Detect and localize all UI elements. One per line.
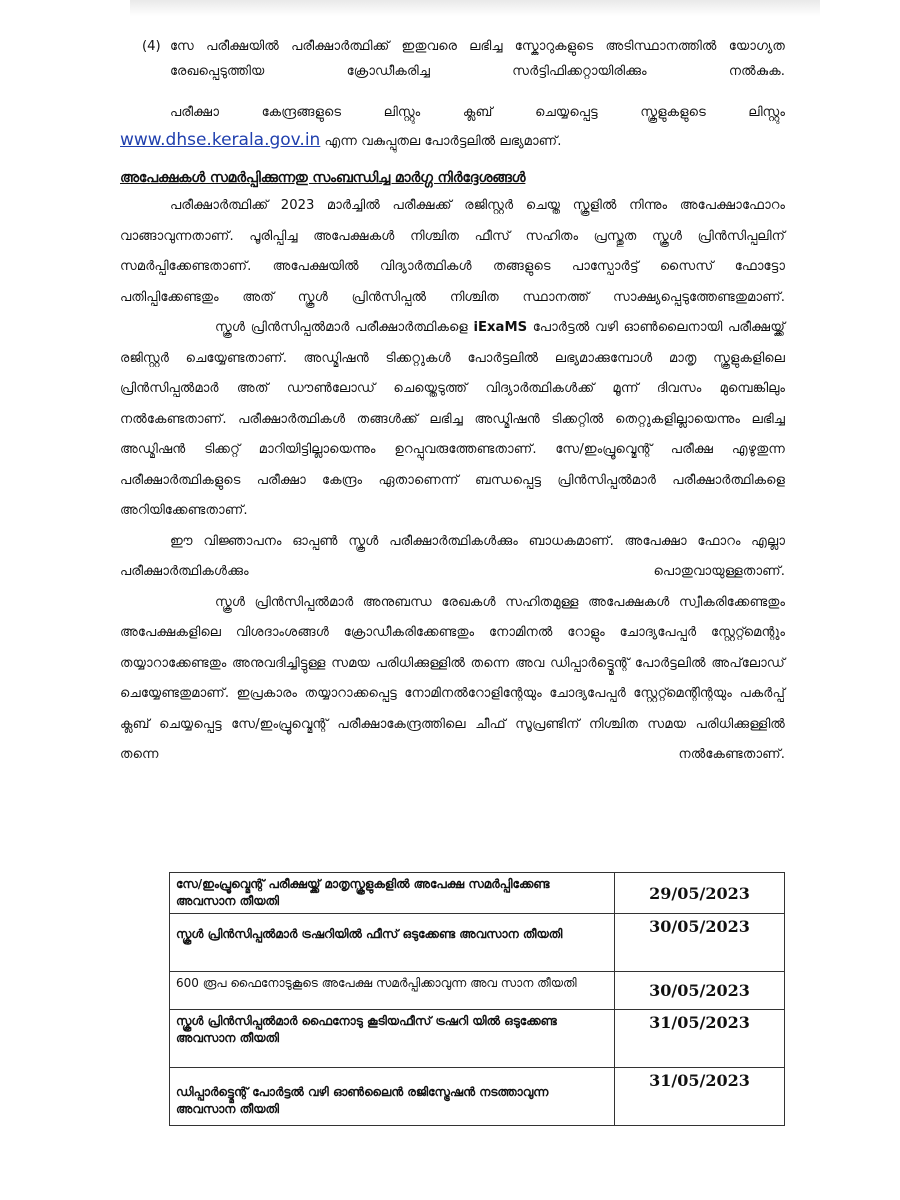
table-row xyxy=(170,873,785,914)
paragraph-principal-duties: സ്കൂൾ പ്രിൻസിപ്പൽമാർ അനുബന്ധ രേഖകൾ സഹിതമുള്ള അപേക്ഷകൾ സ്വീകരിക്കേണ്ടതും അപേക്ഷകളിലെ വിശദാംശങ്ങൾ ക്രോഡീകരിക്കേണ്ടതും നോമിനൽ റോളും ചോദ്യപേപ്പർ സ്റ്റേറ്റ്മെന്റും തയ്യാറാക്കേണ്ടതും അനുവദിച്ചിട്ടുള്ള സമയ പരിധിക്കുള്ളിൽ തന്നെ അവ ഡിപ്പാർട്ട്മെന്റ് പോർട്ടലിൽ അപ്‌ലോഡ് ചെയ്യേണ്ടതുമാണ്. ഇപ്രകാരം തയ്യാറാക്കപ്പെട്ട നോമിനൽറോളിന്റേയും ചോദ്യപേപ്പർ സ്റ്റേറ്റ്മെന്റിന്റയും പകർപ്പ് ക്ലബ് ചെയ്യപ്പെട്ട സേ/ഇംപ്രൂവ്മെന്റ് പരീക്ഷാകേന്ദ്രത്തിലെ ചീഫ് സൂപ്രണ്ടിന് നിശ്ചിത സമയ പരിധിക്കുള്ളിൽ തന്നെ നൽകേണ്ടതാണ്. xyxy=(120,594,785,762)
table-row xyxy=(170,914,785,972)
deadline-description: 600 രൂപ ഫൈനോടുകൂടെ അപേക്ഷ സമർപ്പിക്കാവുന്ന അവ സാന തീയതി xyxy=(170,972,615,1010)
list-item-text: സേ പരീക്ഷയിൽ പരീക്ഷാർത്ഥിക്ക് ഇതുവരെ ലഭിച്ച സ്കോറുകളുടെ അടിസ്ഥാനത്തിൽ യോഗ്യത രേഖപ്പെടുത്തിയ ക്രോഡീകരിച്ച സർട്ടിഫിക്കറ്റായിരിക്കും നൽകുക. xyxy=(170,39,785,79)
deadline-description: സേ/ഇംപ്രൂവ്മെന്റ് പരീക്ഷയ്ക്ക് മാതൃസ്കൂളുകളിൽ അപേക്ഷ സമർപ്പിക്കേണ്ട അവസാന തീയതി xyxy=(170,873,615,914)
paragraph-registration-rest: പോർട്ടൽ വഴി ഓൺലൈനായി പരീക്ഷയ്ക്ക് രജിസ്റ്റർ ചെയ്യേണ്ടതാണ്. അഡ്മിഷൻ ടിക്കറ്റുകൾ പോർട്ടലിൽ ലഭ്യമാക്കുമ്പോൾ മാതൃ സ്കൂളുകളിലെ പ്രിൻസിപ്പൽമാർ അത് ഡൗൺലോഡ് ചെയ്തെടുത്ത് വിദ്യാർത്ഥികൾക്ക് മൂന്ന് ദിവസം മുമ്പെങ്കിലും നൽകേണ്ടതാണ്. പരീക്ഷാർത്ഥികൾ തങ്ങൾക്ക് ലഭിച്ച അഡ്മിഷൻ ടിക്കറ്റിൽ തെറ്റുകളില്ലായെന്നും ലഭിച്ച അഡ്മിഷൻ ടിക്കറ്റ് മാറിയിട്ടില്ലായെന്നും ഉറപ്പുവരുത്തേണ്ടതാണ്. സേ/ഇംപ്രൂവ്മെന്റ് പരീക്ഷ എഴുതുന്ന പരീക്ഷാർത്ഥികളുടെ പരീക്ഷാ കേന്ദ്രം ഏതാണെന്ന് ബന്ധപ്പെട്ട പ്രിൻസിപ്പൽമാർ പരീക്ഷാർത്ഥികളെ അറിയിക്കേണ്ടതാണ്. xyxy=(120,320,785,518)
deadline-description: സ്കൂൾ പ്രിൻസിപ്പൽമാർ ഫൈനോടു കൂടിയഫീസ് ട്രഷറി യിൽ ഒടുക്കേണ്ട അവസാന തീയതി xyxy=(170,1010,615,1068)
list-item-4 xyxy=(120,34,785,84)
centres-line: പരീക്ഷാ കേന്ദ്രങ്ങളുടെ ലിസ്റ്റും ക്ലബ് ചെയ്യപ്പെട്ട സ്കൂളുകളുടെ ലിസ്റ്റും xyxy=(170,105,785,120)
website-link[interactable]: www.dhse.kerala.gov.in xyxy=(120,129,321,150)
paragraph-registration-start: സ്കൂൾ പ്രിൻസിപ്പൽമാർ പരീക്ഷാർത്ഥികളെ xyxy=(215,320,474,335)
paragraph-registration xyxy=(120,313,785,527)
deadline-description: സ്കൂൾ പ്രിൻസിപ്പൽമാർ ട്രഷറിയിൽ ഫീസ് ഒടുക്കേണ്ട അവസാന തീയതി xyxy=(170,914,615,972)
list-item-number: (4) xyxy=(142,39,161,54)
deadline-date: 31/05/2023 xyxy=(615,1010,785,1068)
deadline-date: 29/05/2023 xyxy=(615,873,785,914)
deadline-date: 31/05/2023 xyxy=(615,1068,785,1126)
centres-url-suffix: എന്ന വകുപ്പുതല പോർട്ടലിൽ ലഭ്യമാണ്. xyxy=(320,133,562,149)
paragraph-application-form: പരീക്ഷാർത്ഥിക്ക് 2023 മാർച്ചിൽ പരീക്ഷക്ക് രജിസ്റ്റർ ചെയ്ത സ്കൂളിൽ നിന്നും അപേക്ഷാഫോറം വാങ്ങാവുന്നതാണ്. പൂരിപ്പിച്ച അപേക്ഷകൾ നിശ്ചിത ഫീസ് സഹിതം പ്രസ്തുത സ്കൂൾ പ്രിൻസിപ്പലിന് സമർപ്പിക്കേണ്ടതാണ്. അപേക്ഷയിൽ വിദ്യാർത്ഥികൾ തങ്ങളുടെ പാസ്പോർട്ട് സൈസ് ഫോട്ടോ പതിപ്പിക്കേണ്ടതും അത് സ്കൂൾ പ്രിൻസിപ്പൽ നിശ്ചിത സ്ഥാനത്ത് സാക്ഷ്യപ്പെടുത്തേണ്ടതുമാണ്. xyxy=(120,198,785,305)
table-row xyxy=(170,1068,785,1126)
deadline-date: 30/05/2023 xyxy=(615,972,785,1010)
section-heading: അപേക്ഷകൾ സമർപ്പിക്കുന്നതു സംബന്ധിച്ച മാർഗ്ഗ നിർദ്ദേശങ്ങൾ xyxy=(120,170,526,186)
deadline-table xyxy=(169,872,785,1126)
document-page xyxy=(120,34,785,771)
page-top-edge xyxy=(130,0,820,16)
iexams-portal-name: iExaMS xyxy=(473,320,528,335)
deadline-description: ഡിപ്പാർട്ട്മെന്റ് പോർട്ടൽ വഴി ഓൺലൈൻ രജിസ്ട്രേഷൻ നടത്താവുന്ന അവസാന തീയതി xyxy=(170,1068,615,1126)
paragraph-open-school: ഈ വിജ്ഞാപനം ഓപ്പൺ സ്കൂൾ പരീക്ഷാർത്ഥികൾക്കും ബാധകമാണ്. അപേക്ഷാ ഫോറം എല്ലാ പരീക്ഷാർത്ഥികൾക്കും പൊതുവായുള്ളതാണ്. xyxy=(120,533,785,579)
table-row xyxy=(170,1010,785,1068)
centres-url-line xyxy=(120,125,785,158)
table-row xyxy=(170,972,785,1010)
deadline-date: 30/05/2023 xyxy=(615,914,785,972)
